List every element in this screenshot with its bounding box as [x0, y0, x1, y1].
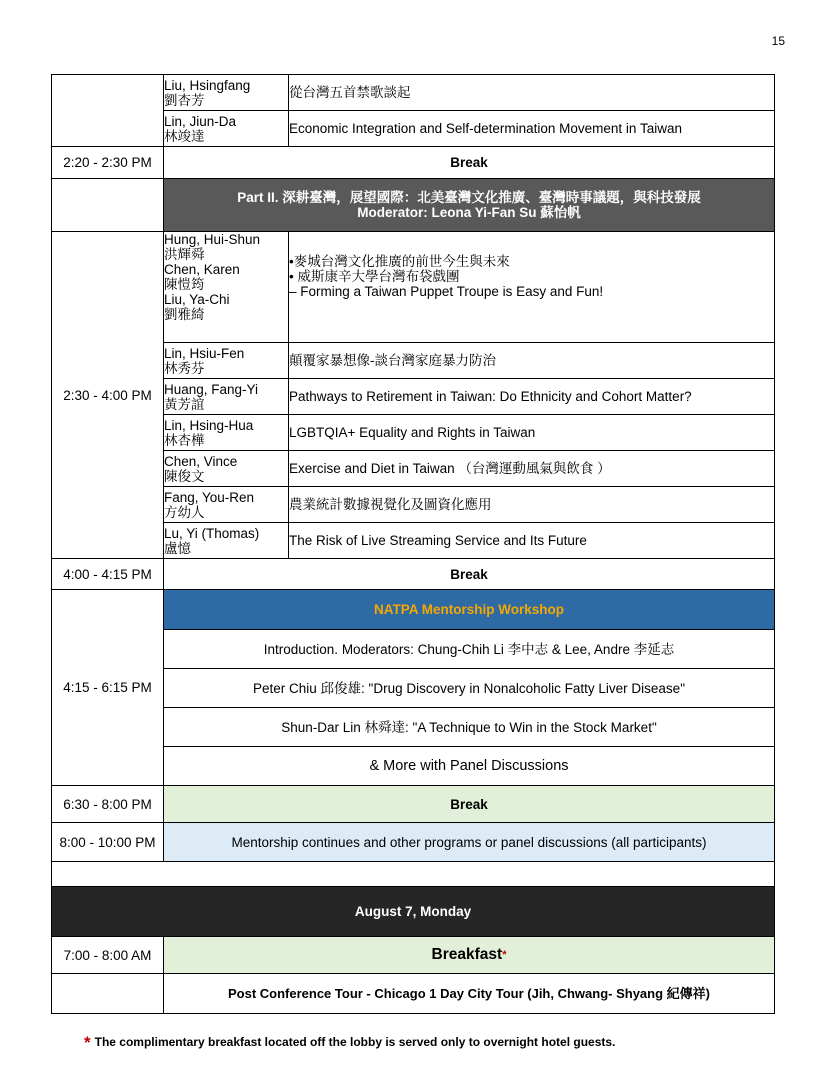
table-row — [52, 232, 775, 343]
footnote — [84, 1033, 615, 1053]
time-cell: 4:15 - 6:15 PM — [52, 590, 164, 786]
talk-title: 從台灣五首禁歌談起 — [289, 75, 775, 111]
evening-program: Mentorship continues and other programs or panel discussions (all participants) — [164, 823, 775, 862]
talk-title-line: •麥城台灣文化推廣的前世今生與未來 — [289, 253, 510, 269]
presenter-name-zh: 洪輝舜 — [164, 247, 205, 262]
presenter-cell — [164, 343, 289, 379]
time-cell: 6:30 - 8:00 PM — [52, 786, 164, 823]
table-row — [52, 937, 775, 974]
presenter-cell — [164, 523, 289, 559]
presenter-name: Lin, Hsiu-Fen — [164, 345, 245, 361]
presenter-name-zh: 黃芳誼 — [164, 396, 205, 412]
break-label: Break — [164, 786, 775, 823]
talk-title: Exercise and Diet in Taiwan （台灣運動風氣與飲食 ） — [289, 451, 775, 487]
presenter-name: Liu, Ya-Chi — [164, 292, 230, 307]
presenter-name-zh: 林杏樺 — [164, 432, 205, 448]
talk-title-line: – Forming a Taiwan Puppet Troupe is Easy and Fun! — [289, 283, 604, 299]
table-row — [52, 559, 775, 590]
table-row — [52, 590, 775, 630]
talk-title: The Risk of Live Streaming Service and Its Future — [289, 523, 775, 559]
table-row — [52, 179, 775, 232]
break-label: Break — [164, 147, 775, 179]
spacer-row — [52, 862, 775, 887]
presenter-name-zh: 陳愷筠 — [164, 277, 205, 292]
presenter-name-zh: 劉雅綺 — [164, 307, 205, 322]
footnote-marker: * — [502, 949, 507, 961]
talk-title: 農業統計數據視覺化及圖資化應用 — [289, 487, 775, 523]
presenter-name-zh: 方幼人 — [164, 504, 205, 520]
table-row — [52, 786, 775, 823]
day-header: August 7, Monday — [52, 887, 775, 937]
table-row — [52, 862, 775, 887]
part-header — [164, 179, 775, 232]
presenter-name: Chen, Karen — [164, 262, 240, 277]
presenter-name: Lu, Yi (Thomas) — [164, 525, 260, 541]
breakfast-label: Breakfast — [431, 946, 503, 963]
schedule-table — [51, 74, 775, 1014]
presenter-cell — [164, 487, 289, 523]
presenter-name: Lin, Hsing-Hua — [164, 417, 254, 433]
presenter-cell — [164, 451, 289, 487]
part-title: Part II. 深耕臺灣，展望國際：北美臺灣文化推廣、臺灣時事議題，與科技發展 — [237, 190, 701, 205]
presenter-name: Lin, Jiun-Da — [164, 113, 237, 129]
footnote-star: * — [84, 1033, 91, 1052]
presenter-cell — [164, 415, 289, 451]
time-cell: 8:00 - 10:00 PM — [52, 823, 164, 862]
break-label: Break — [164, 559, 775, 590]
presenter-cell — [164, 379, 289, 415]
presenter-name-zh: 劉杏芳 — [164, 92, 205, 108]
presenter-name: Chen, Vince — [164, 453, 238, 469]
presenter-name-zh: 盧憶 — [164, 540, 191, 556]
talk-title-line: • 威斯康辛大學台灣布袋戲團 — [289, 268, 460, 284]
workshop-header: NATPA Mentorship Workshop — [164, 590, 775, 630]
presenter-name-zh: 林竣達 — [164, 128, 205, 144]
presenter-name: Hung, Hui-Shun — [164, 232, 261, 247]
talk-title — [289, 232, 775, 343]
workshop-item: & More with Panel Discussions — [164, 747, 775, 786]
page-number: 15 — [771, 34, 785, 48]
time-cell: 2:30 - 4:00 PM — [52, 232, 164, 559]
presenter-cell — [164, 75, 289, 111]
presenter-cell — [164, 232, 289, 343]
table-row — [52, 974, 775, 1014]
workshop-item: Peter Chiu 邱俊雄: "Drug Discovery in Nonalcoholic Fatty Liver Disease" — [164, 669, 775, 708]
tour-label: Post Conference Tour - Chicago 1 Day City Tour (Jih, Chwang- Shyang 紀傳祥) — [164, 974, 775, 1014]
workshop-item: Introduction. Moderators: Chung-Chih Li 李中志 & Lee, Andre 李延志 — [164, 630, 775, 669]
presenter-name-zh: 陳俊文 — [164, 468, 205, 484]
presenter-name: Huang, Fang-Yi — [164, 381, 259, 397]
talk-title: 顛覆家暴想像-談台灣家庭暴力防治 — [289, 343, 775, 379]
presenter-cell — [164, 111, 289, 147]
time-cell — [52, 974, 164, 1014]
table-row — [52, 75, 775, 111]
talk-title: LGBTQIA+ Equality and Rights in Taiwan — [289, 415, 775, 451]
time-cell: 7:00 - 8:00 AM — [52, 937, 164, 974]
footnote-text: The complimentary breakfast located off the lobby is served only to overnight hotel guests. — [94, 1035, 616, 1049]
time-cell — [52, 179, 164, 232]
breakfast-cell — [164, 937, 775, 974]
talk-title: Pathways to Retirement in Taiwan: Do Ethnicity and Cohort Matter? — [289, 379, 775, 415]
workshop-item: Shun-Dar Lin 林舜達: "A Technique to Win in the Stock Market" — [164, 708, 775, 747]
time-cell: 2:20 - 2:30 PM — [52, 147, 164, 179]
talk-title: Economic Integration and Self-determination Movement in Taiwan — [289, 111, 775, 147]
presenter-name: Fang, You-Ren — [164, 489, 255, 505]
time-cell: 4:00 - 4:15 PM — [52, 559, 164, 590]
time-cell — [52, 75, 164, 147]
table-row — [52, 823, 775, 862]
table-row — [52, 887, 775, 937]
table-row — [52, 147, 775, 179]
presenter-name: Liu, Hsingfang — [164, 77, 251, 93]
presenter-name-zh: 林秀芬 — [164, 360, 205, 376]
part-moderator: Moderator: Leona Yi-Fan Su 蘇怡帆 — [357, 205, 581, 220]
